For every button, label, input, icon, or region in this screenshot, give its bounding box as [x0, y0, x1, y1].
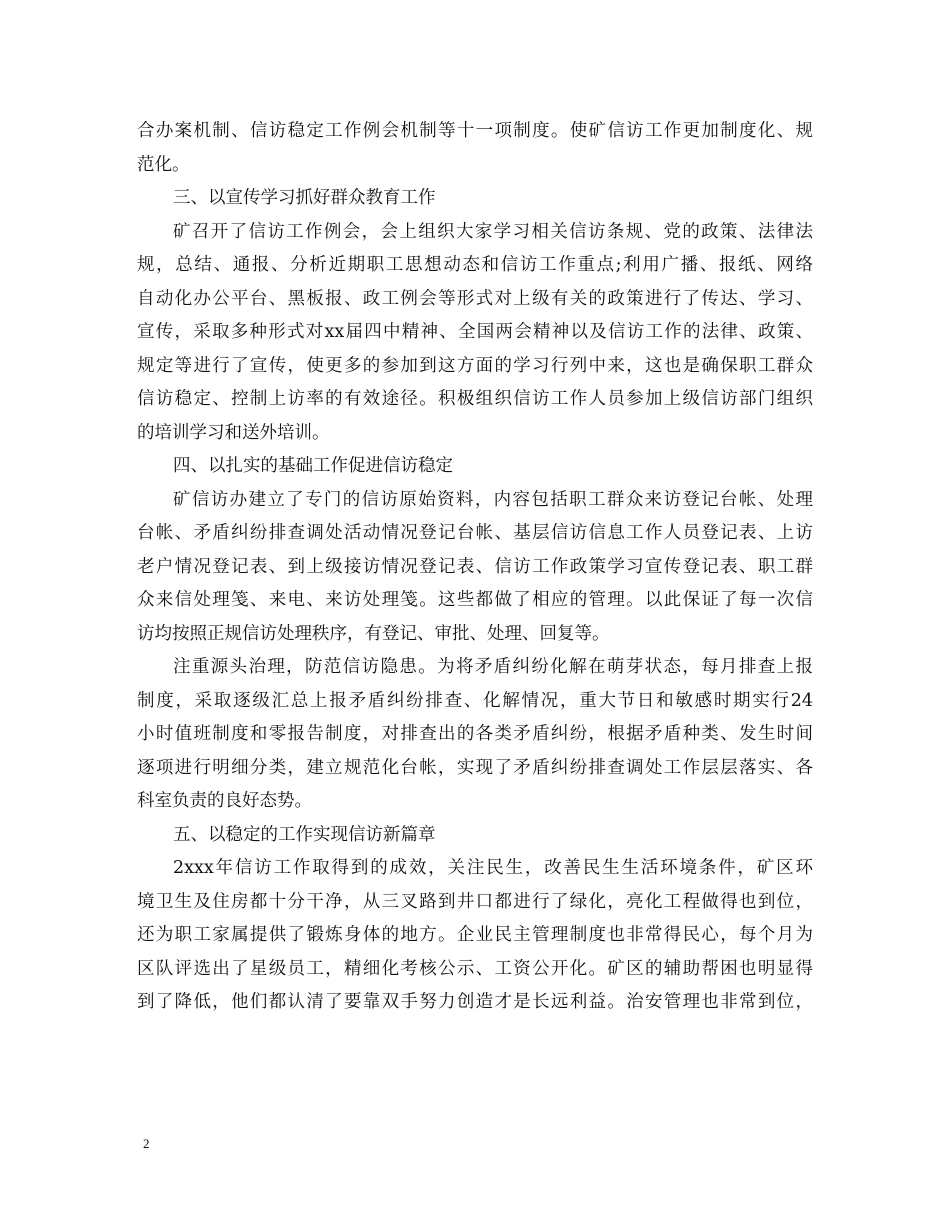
text-line: 区队评选出了星级员工，精细化考核公示、工资公开化。矿区的辅助帮困也明显得: [137, 958, 813, 979]
text-line: 自动化办公平台、黑板报、政工例会等形式对上级有关的政策进行了传达、学习、: [137, 288, 813, 309]
text-line: 矿信访办建立了专门的信访原始资料，内容包括职工群众来访登记台帐、处理: [173, 489, 813, 510]
text-line: 规，总结、通报、分析近期职工思想动态和信访工作重点;利用广播、报纸、网络: [137, 255, 813, 275]
text-line: 台帐、矛盾纠纷排查调处活动情况登记台帐、基层信访信息工作人员登记表、上访: [137, 523, 813, 543]
text-line: 制度，采取逐级汇总上报矛盾纠纷排查、化解情况，重大节日和敏感时期实行24: [137, 690, 813, 711]
text-line: 小时值班制度和零报告制度，对排查出的各类矛盾纠纷，根据矛盾种类、发生时间: [137, 724, 813, 744]
document-body: [137, 115, 813, 1020]
text-line: 2xxx年信访工作取得到的成效，关注民生，改善民生生活环境条件，矿区环: [173, 858, 813, 878]
text-line: 科室负责的良好态势。: [137, 791, 312, 811]
text-line: 矿召开了信访工作例会，会上组织大家学习相关信访条规、党的政策、法律法: [173, 221, 813, 242]
page-number: 2: [143, 1136, 150, 1151]
text-line: 到了降低，他们都认清了要靠双手努力创造才是长远利益。治安管理也非常到位，: [137, 992, 813, 1012]
text-line: 合办案机制、信访稳定工作例会机制等十一项制度。使矿信访工作更加制度化、规: [137, 121, 813, 141]
text-line: 老户情况登记表、到上级接访情况登记表、信访工作政策学习宣传登记表、职工群: [137, 556, 813, 577]
text-line: 信访稳定、控制上访率的有效途径。积极组织信访工作人员参加上级信访部门组织: [137, 389, 813, 409]
text-line: 四、以扎实的基础工作促进信访稳定: [173, 456, 453, 476]
text-line: 宣传，采取多种形式对xx届四中精神、全国两会精神以及信访工作的法律、政策、: [137, 322, 813, 342]
text-line: 注重源头治理，防范信访隐患。为将矛盾纠纷化解在萌芽状态，每月排查上报: [173, 657, 813, 677]
text-line: 众来信处理笺、来电、来访处理笺。这些都做了相应的管理。以此保证了每一次信: [137, 590, 813, 610]
text-line: 的培训学习和送外培训。: [137, 422, 330, 443]
text-line: 三、以宣传学习抓好群众教育工作: [173, 188, 436, 208]
text-line: 范化。: [137, 154, 190, 175]
text-line: 还为职工家属提供了锻炼身体的地方。企业民主管理制度也非常得民心，每个月为: [137, 925, 813, 945]
text-line: 逐项进行明细分类，建立规范化台帐，实现了矛盾纠纷排查调处工作层层落实、各: [137, 757, 813, 778]
text-line: 访均按照正规信访处理秩序，有登记、审批、处理、回复等。: [137, 623, 610, 644]
text-line: 境卫生及住房都十分干净，从三叉路到井口都进行了绿化，亮化工程做得也到位，: [137, 891, 813, 912]
text-line: 五、以稳定的工作实现信访新篇章: [173, 824, 436, 845]
text-line: 规定等进行了宣传，使更多的参加到这方面的学习行列中来，这也是确保职工群众: [137, 355, 813, 376]
